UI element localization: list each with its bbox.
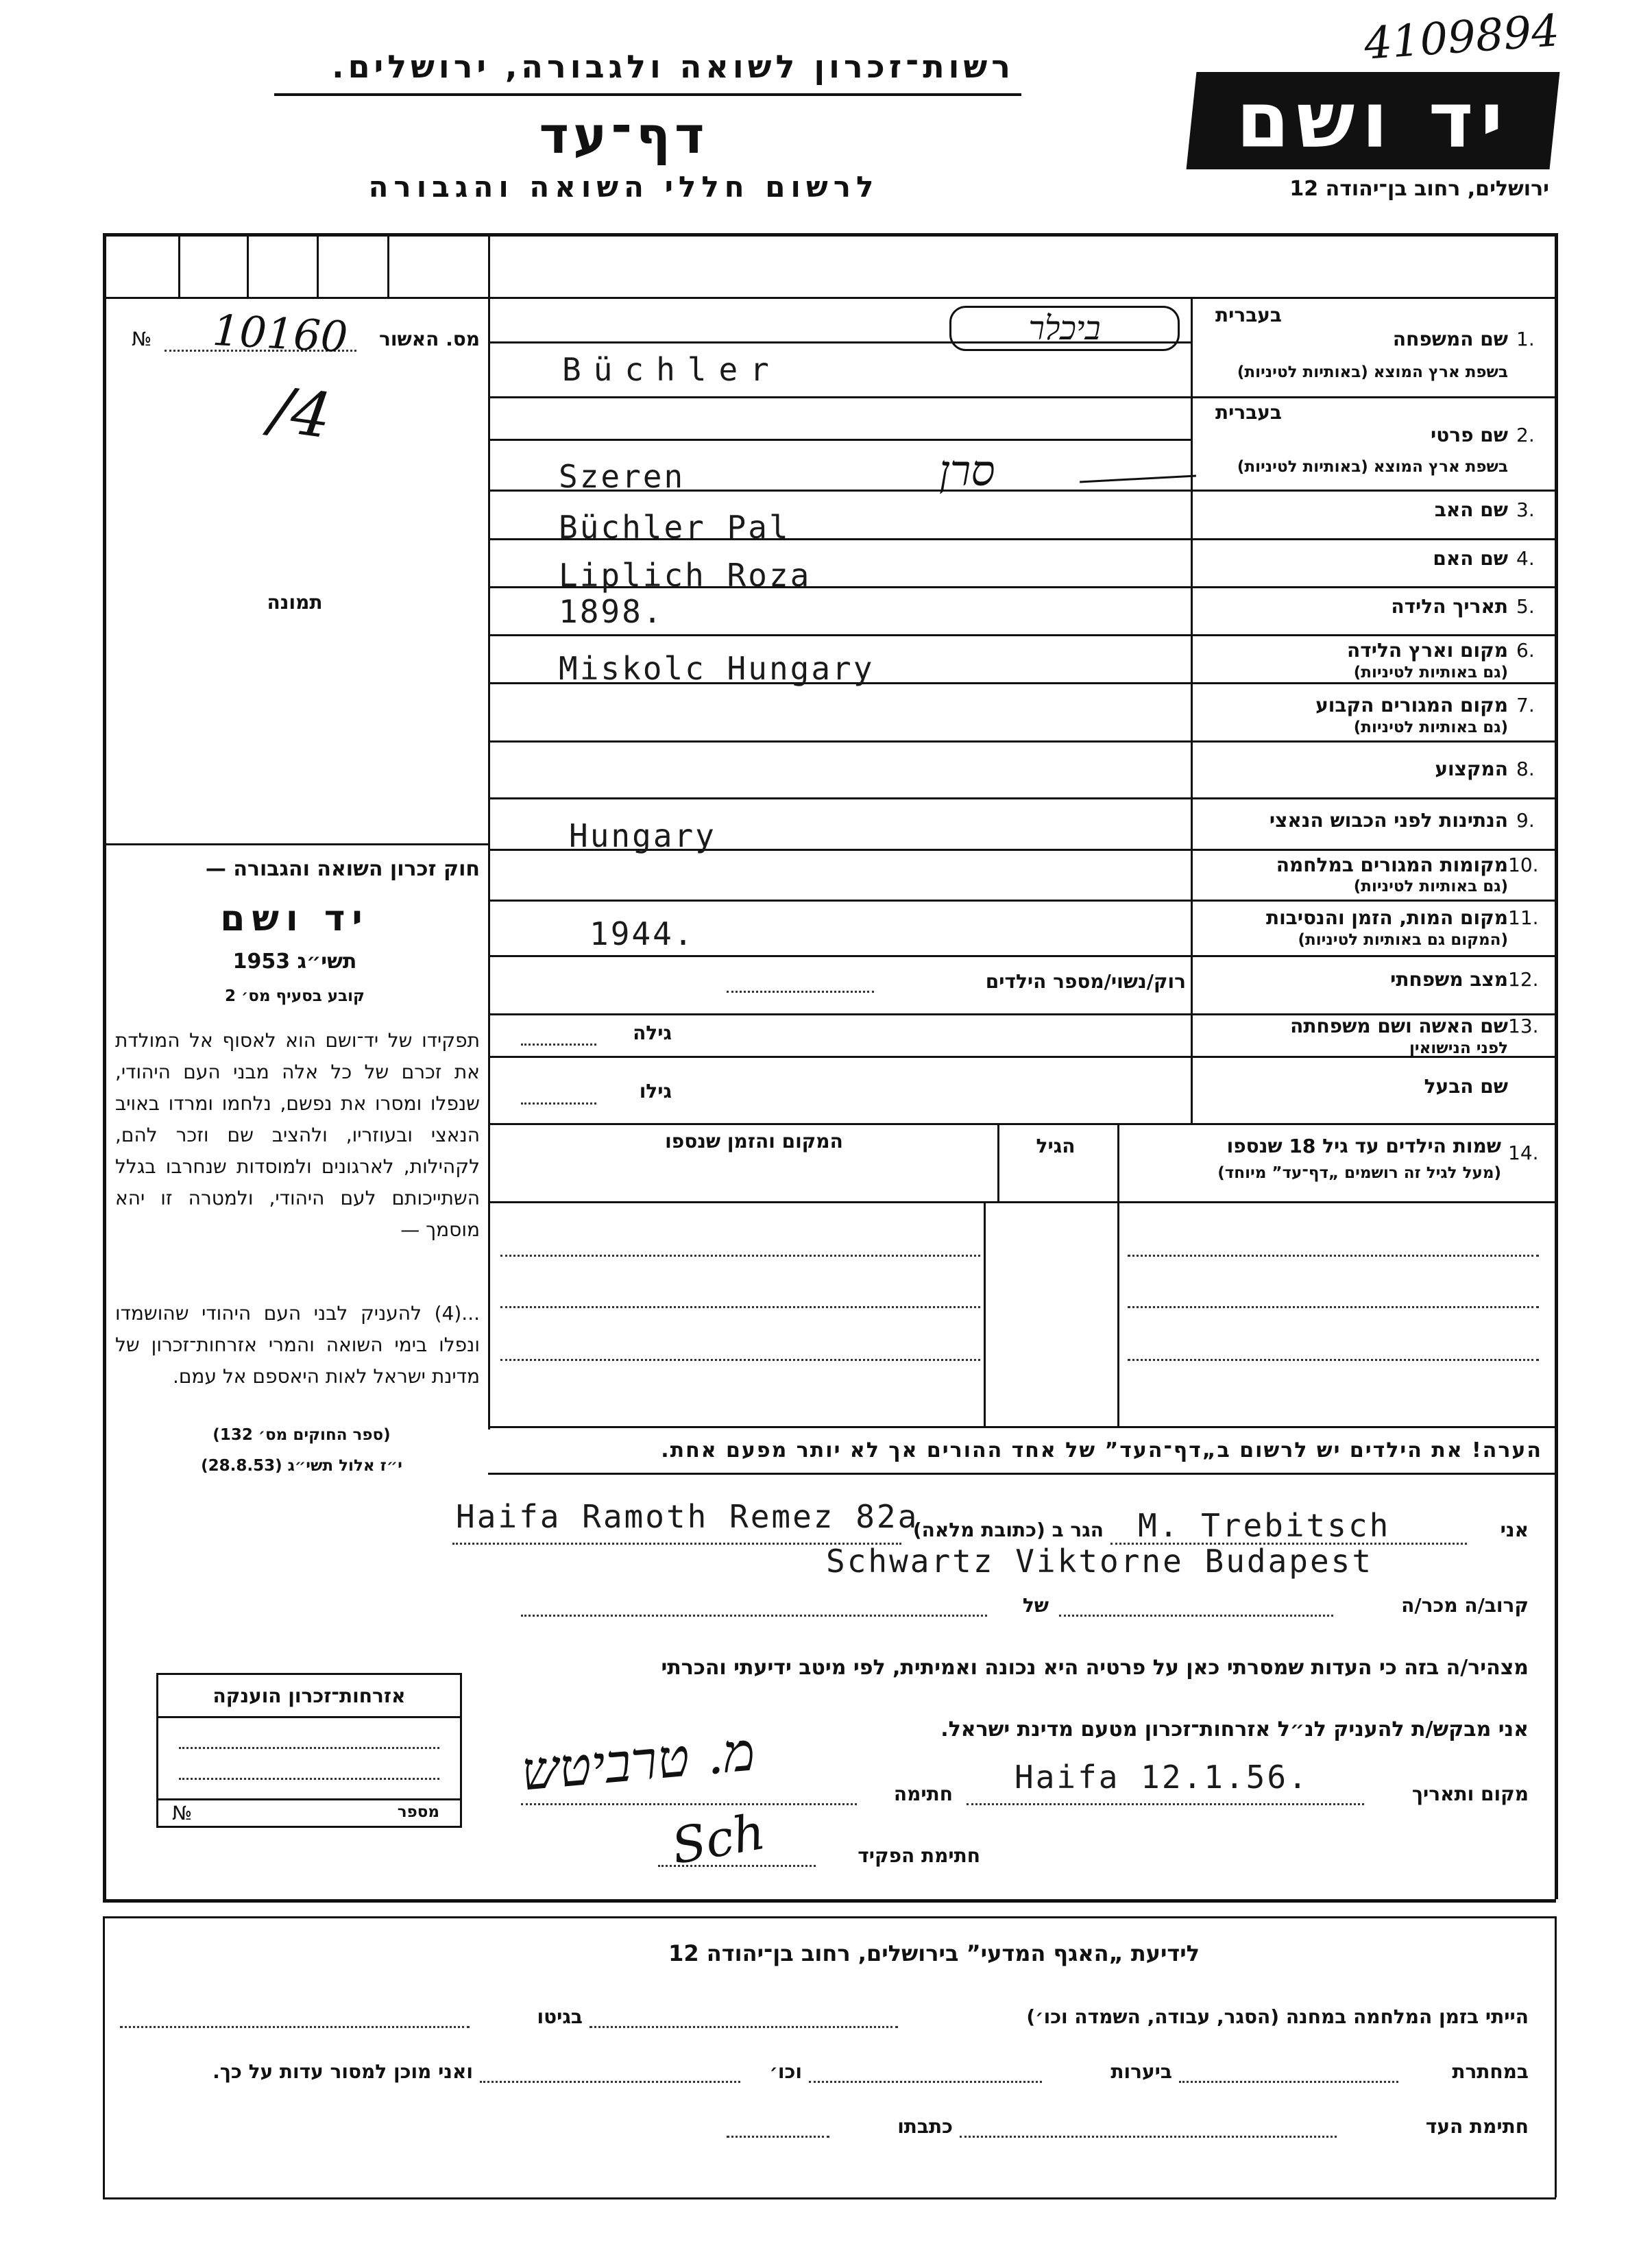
field-sub-7: (גם באותיות לטיניות) <box>1353 719 1508 736</box>
footer-willing: ואני מוכן למסור עדות על כך. <box>212 2060 473 2083</box>
declarant-signature: מ. טרביטש <box>518 1721 757 1803</box>
declarant-name: M. Trebitsch <box>1138 1507 1391 1544</box>
footer-forests: ביערות <box>1110 2060 1172 2083</box>
age-m-label: גילו <box>639 1080 672 1102</box>
strike-mark <box>1080 475 1196 483</box>
field-sub-11: (המקום גם באותיות לטיניות) <box>1298 931 1508 949</box>
hebrew-family-name: ביכלר <box>1028 309 1101 348</box>
field-label-first-name: שם פרטי <box>1430 424 1508 446</box>
field-sub-2: בשפת ארץ המוצא (באותיות לטיניות) <box>1237 458 1508 476</box>
value-nationality: Hungary <box>569 817 716 854</box>
field-sub-6: (גם באותיות לטיניות) <box>1353 664 1508 682</box>
children-age-col: הגיל <box>1036 1135 1076 1157</box>
field-num-5: 5. <box>1516 595 1535 618</box>
declarant-address: Haifa Ramoth Remez 82a <box>456 1498 919 1535</box>
field-label-marital: מצב משפחתי <box>1390 968 1508 991</box>
form-title: דף־עד <box>539 106 709 165</box>
field-label-family-name: שם המשפחה <box>1392 328 1508 350</box>
citizenship-box <box>156 1673 462 1828</box>
law-title: חוק זכרון השואה והגבורה — <box>205 857 480 881</box>
children-num: 14. <box>1508 1142 1539 1164</box>
value-birth-place: Miskolc Hungary <box>559 650 875 687</box>
marital-options: רוק/נשוי/מספר הילדים <box>985 970 1186 993</box>
hebrew-first-name: סרן <box>939 446 995 496</box>
citizenship-title: אזרחות־זכרון הוענקה <box>212 1685 406 1707</box>
frame-bottom <box>103 1899 1556 1903</box>
frame-left <box>103 233 106 1899</box>
officer-label: חתימת הפקיד <box>858 1844 980 1867</box>
field-label-death: מקום המות, הזמן והנסיבות <box>1265 906 1508 929</box>
field-label-wartime-residence: מקומות המגורים במלחמה <box>1276 854 1508 876</box>
law-text-2: ...(4) להעניק לבני העם היהודי שהושמדו ונפלו בימי השואה והמרי אזרחות־זכרון של מדינת ישראל לאות היאספם אל עמם. <box>115 1302 480 1388</box>
photo-label: תמונה <box>267 591 323 614</box>
field-label-wife: שם האשה ושם משפחתה <box>1290 1015 1508 1037</box>
request-text: אני מבקש/ת להעניק לנ״ל אזרחות־זכרון מטעם מדינת ישראל. <box>940 1717 1529 1741</box>
approval-no-mark: № <box>132 328 152 350</box>
field-num-8: 8. <box>1516 758 1535 780</box>
frame-top <box>103 233 1556 237</box>
hebrew-tag-1: בעברית <box>1215 304 1282 326</box>
relative-value: Schwartz Viktorne Budapest <box>826 1543 1374 1580</box>
place-date-value: Haifa 12.1.56. <box>1015 1759 1309 1796</box>
header-rule <box>274 93 1021 96</box>
address: ירושלים, רחוב בן־יהודה 12 <box>1289 177 1549 201</box>
archive-number: 4109894 <box>1362 5 1562 70</box>
logo-text: יד ושם <box>1236 76 1510 165</box>
field-label-birth-date: תאריך הלידה <box>1391 595 1508 618</box>
relative-label: קרוב/ה מכר/ה <box>1401 1594 1529 1617</box>
field-label-mother: שם האם <box>1433 547 1508 570</box>
field-sub-1: בשפת ארץ המוצא (באותיות לטיניות) <box>1237 363 1508 381</box>
signature-label: חתימה <box>893 1783 953 1805</box>
field-sub-13: לפני הנישואין <box>1409 1039 1508 1057</box>
footer-etc: וכו׳ <box>769 2060 802 2083</box>
law-date: י״ז אלול תשי״ג (28.8.53) <box>201 1457 402 1475</box>
declaration-text: מצהיר/ה בזה כי העדות שמסרתי כאן על פרטיה היא נכונה ואמיתית, לפי מיטב ידיעתי והכרתי <box>661 1656 1529 1680</box>
field-num-3: 3. <box>1516 498 1535 521</box>
citizenship-no-mark: № <box>172 1802 193 1824</box>
value-first-name: Szeren <box>559 458 685 495</box>
left-column-divider <box>488 233 490 1430</box>
hebrew-tag-2: בעברית <box>1215 401 1282 424</box>
hebrew-family-name-box <box>949 306 1180 351</box>
field-label-father: שם האב <box>1434 498 1508 521</box>
i-label: אני <box>1500 1519 1529 1541</box>
field-label-birth-place: מקום וארץ הלידה <box>1347 639 1508 662</box>
value-mother: Liplich Roza <box>559 557 812 594</box>
label-column-divider <box>1191 297 1193 1123</box>
yad-vashem-logo <box>1187 72 1560 169</box>
footer-ghetto: בגיטו <box>537 2005 583 2028</box>
footer-camp: הייתי בזמן המלחמה במחנה (הסגר, עבודה, השמדה וכו׳) <box>1026 2005 1529 2028</box>
citizenship-number-label: מספר <box>397 1803 439 1821</box>
children-subtitle: (מעל לגיל זה רושמים „דף־עד” מיוחד) <box>1217 1164 1501 1182</box>
field-num-13: 13. <box>1508 1015 1539 1037</box>
field-label-residence: מקום המגורים הקבוע <box>1315 694 1508 716</box>
resides-label: הגר ב (כתובת מלאה) <box>912 1519 1104 1541</box>
field-num-4: 4. <box>1516 547 1535 570</box>
value-father: Büchler Pal <box>559 509 790 546</box>
law-text: תפקידו של יד־ושם הוא לאסוף אל המולדת את זכרם של כל אלה מבני העם היהודי, שנפלו ומסרו את נפשם, נלחמו ומרדו באויב הנאצי ובעוזריו, ולהציב שם וזכר להם, לקהילות, לארגונים ולמוסדות שנחרבו בגלל השתייכותם לעם היהודי, ולמטרה זו יהא מוסמך — <box>115 1029 480 1241</box>
field-sub-10: (גם באותיות לטיניות) <box>1353 878 1508 895</box>
children-place-col: המקום והזמן שנספו <box>665 1130 843 1153</box>
frame-right <box>1555 233 1558 1899</box>
field-num-12: 12. <box>1508 968 1539 991</box>
field-num-6: 6. <box>1516 639 1535 662</box>
age-f-label: גילה <box>633 1022 672 1044</box>
place-date-label: מקום ותאריך <box>1411 1783 1529 1805</box>
law-section: קובע בסעיף מס׳ 2 <box>225 987 365 1005</box>
law-reference: (ספר החוקים מס׳ 132) <box>212 1426 391 1444</box>
of-label: של <box>1022 1594 1049 1617</box>
field-num-10: 10. <box>1508 854 1539 876</box>
approval-number: 10160 <box>211 304 350 363</box>
value-family-name: Büchler <box>562 351 781 388</box>
footer-title: לידיעת „האגף המדעי” בירושלים, רחוב בן־יהודה 12 <box>668 1940 1200 1966</box>
form-subtitle: לרשום חללי השואה והגבורה <box>368 170 879 204</box>
field-num-11: 11. <box>1508 906 1539 929</box>
law-name: יד ושם <box>220 898 369 939</box>
field-num-9: 9. <box>1516 809 1535 832</box>
institution-name: רשות־זכרון לשואה ולגבורה, ירושלים. <box>332 48 1015 85</box>
field-num-1: 1. <box>1516 328 1535 350</box>
field-label-profession: המקצוע <box>1435 758 1508 780</box>
value-death: 1944. <box>590 915 695 952</box>
footer-address: כתבתו <box>897 2115 953 2138</box>
field-num-7: 7. <box>1516 694 1535 716</box>
children-title: שמות הילדים עד גיל 18 שנספו <box>1226 1135 1501 1157</box>
footer-witness-signature: חתימת העד <box>1425 2115 1529 2138</box>
approval-label: מס. האשור <box>379 328 480 350</box>
note-text: הערה! את הילדים יש לרשום ב„דף־העד” של אחד ההורים אך לא יותר מפעם אחת. <box>661 1438 1542 1462</box>
law-year: תשי״ג 1953 <box>232 950 357 974</box>
officer-signature: Sch <box>667 1802 770 1876</box>
approval-subnumber: /4 <box>266 373 336 453</box>
field-label-nationality: הנתינות לפני הכבוש הנאצי <box>1269 809 1508 832</box>
value-birth-date: 1898. <box>559 593 664 630</box>
footer-underground: במחתרת <box>1452 2060 1529 2083</box>
field-num-2: 2. <box>1516 424 1535 446</box>
field-label-husband: שם הבעל <box>1424 1075 1508 1098</box>
